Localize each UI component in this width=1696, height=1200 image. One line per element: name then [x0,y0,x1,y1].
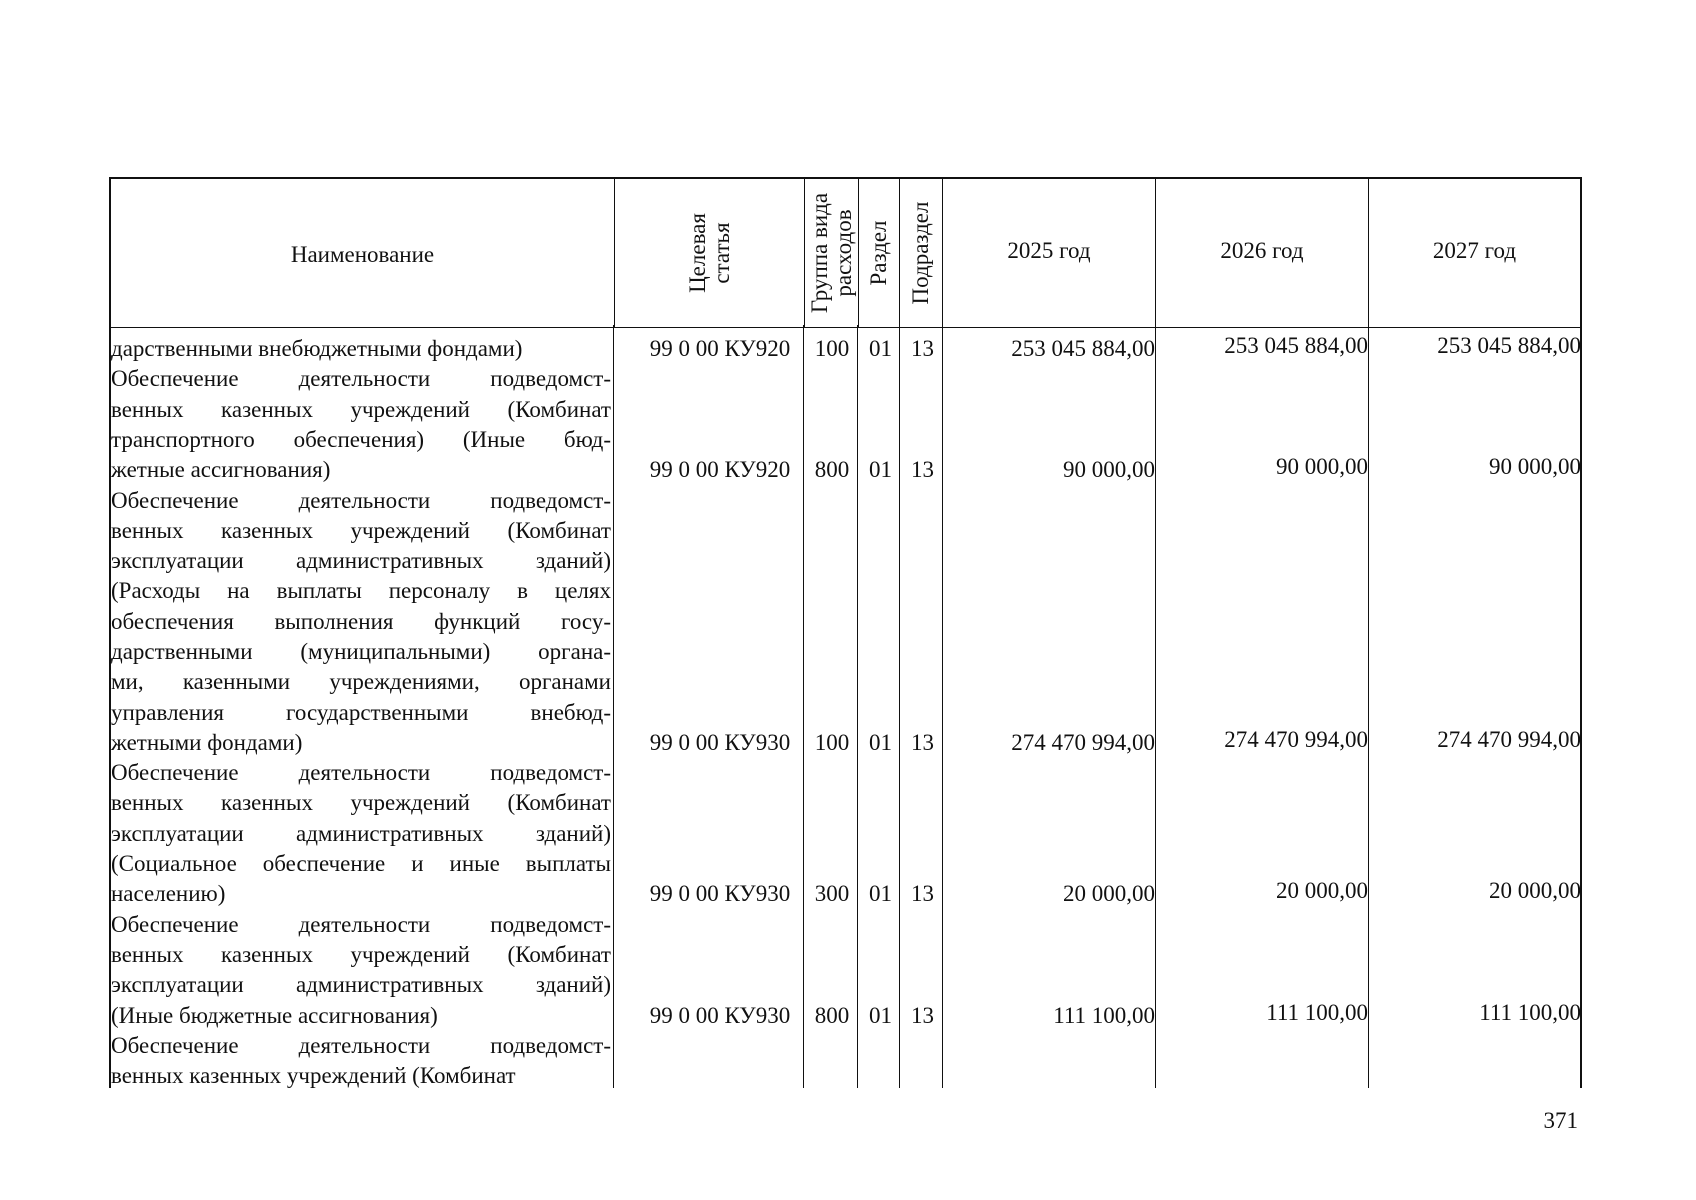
row-description [111,334,611,364]
header-razdel-text: Раздел [866,220,891,286]
description-line: ми, казенными учреждениями, органами [111,669,611,695]
row-amount-2025: 20 000,00 [1063,881,1155,907]
description-line: дарственными (муниципальными) органа- [111,638,611,664]
description-line: Обеспечение деятельности подведомст- [111,487,611,513]
row-amount-2027: 274 470 994,00 [1437,726,1581,752]
header-year3: 2027 год [1432,238,1517,263]
description-line: эксплуатации административных зданий) [111,548,611,574]
header-year1: 2025 год [1007,238,1091,263]
row-amount-2025: 274 470 994,00 [1011,729,1155,755]
row-expense-group: 100 [814,729,850,755]
row-razdel: 01 [869,1002,892,1028]
description-line: жетными фондами) [111,729,303,755]
header-name: Наименование [290,242,435,267]
header-target-cell [615,179,805,327]
description-line: транспортного обеспечения) (Иные бюд- [111,426,611,452]
row-amount-2026: 20 000,00 [1276,878,1368,904]
row-expense-group: 100 [814,336,850,361]
row-razdel: 01 [869,729,892,755]
header-year2: 2026 год [1220,238,1304,263]
description-line: венных казенных учреждений (Комбинат [111,1063,516,1089]
description-line: эксплуатации административных зданий) [111,820,611,846]
row-amount-2026: 274 470 994,00 [1224,726,1368,752]
row-razdel: 01 [869,336,892,361]
row-target-article: 99 0 00 КУ920 [649,457,791,483]
row-podrazdel: 13 [911,336,934,361]
row-razdel: 01 [869,881,892,907]
row-amount-2027: 253 045 884,00 [1437,333,1581,358]
header-target [686,213,734,293]
row-amount-2025: 90 000,00 [1063,457,1155,483]
row-amount-2027: 111 100,00 [1479,999,1581,1025]
row-expense-group: 800 [814,457,850,483]
description-line: дарственными внебюджетными фондами) [111,336,523,361]
description-line: венных казенных учреждений (Комбинат [111,941,611,967]
header-year3-cell [1369,179,1582,327]
table-row [111,910,1581,1031]
header-group-line1: Группа вида [806,192,832,314]
header-podrazdel-text: Подраздел [908,201,933,305]
row-description [111,486,611,759]
row-expense-group: 800 [814,1002,850,1028]
row-podrazdel: 13 [911,729,934,755]
header-razdel [867,220,891,285]
header-group [808,193,856,313]
row-amount-2026: 253 045 884,00 [1224,333,1368,358]
description-line: управления государственными внебюд- [111,699,611,725]
row-description [111,364,611,485]
row-podrazdel: 13 [911,457,934,483]
row-amount-2027: 20 000,00 [1489,878,1581,904]
header-razdel-cell [859,179,900,327]
description-line: венных казенных учреждений (Комбинат [111,517,611,543]
table-row [111,486,1581,759]
header-group-cell [805,179,859,327]
header-year1-cell [943,179,1156,327]
row-description [111,758,611,909]
table-row [111,334,1581,364]
header-target-line2: статья [708,222,734,284]
row-description [111,910,611,1031]
page-number: 371 [1543,1108,1578,1133]
description-line: Обеспечение деятельности подведомст- [111,1032,611,1058]
row-podrazdel: 13 [911,1002,934,1028]
header-podrazdel-cell [900,179,943,327]
description-line: жетные ассигнования) [111,457,331,483]
header-target-line1: Целевая [684,213,710,293]
row-amount-2025: 253 045 884,00 [1011,336,1155,361]
table-row [111,758,1581,910]
row-description [111,1031,611,1092]
table-row [111,364,1581,485]
row-expense-group: 300 [814,881,850,907]
row-target-article: 99 0 00 КУ930 [649,729,791,755]
description-line: Обеспечение деятельности подведомст- [111,366,611,392]
description-line: Обеспечение деятельности подведомст- [111,760,611,786]
description-line: Обеспечение деятельности подведомст- [111,911,611,937]
row-amount-2025: 111 100,00 [1053,1002,1155,1028]
row-podrazdel: 13 [911,881,934,907]
header-name-cell [111,179,615,327]
table-header [109,177,1582,328]
row-target-article: 99 0 00 КУ930 [649,1002,791,1028]
description-line: обеспечения выполнения функций госу- [111,608,611,634]
row-amount-2026: 90 000,00 [1276,454,1368,480]
description-line: венных казенных учреждений (Комбинат [111,396,611,422]
row-target-article: 99 0 00 КУ920 [649,336,791,361]
row-razdel: 01 [869,457,892,483]
row-amount-2027: 90 000,00 [1489,454,1581,480]
description-line: (Иные бюджетные ассигнования) [111,1002,438,1028]
description-line: населению) [111,881,226,907]
header-podrazdel [909,202,933,305]
table-row [111,1031,1581,1092]
header-year2-cell [1156,179,1369,327]
row-target-article: 99 0 00 КУ930 [649,881,791,907]
description-line: эксплуатации административных зданий) [111,972,611,998]
row-amount-2026: 111 100,00 [1266,999,1368,1025]
description-line: венных казенных учреждений (Комбинат [111,790,611,816]
description-line: (Расходы на выплаты персоналу в целях [111,578,611,604]
description-line: (Социальное обеспечение и иные выплаты [111,851,611,877]
header-group-line2: расходов [830,209,856,297]
